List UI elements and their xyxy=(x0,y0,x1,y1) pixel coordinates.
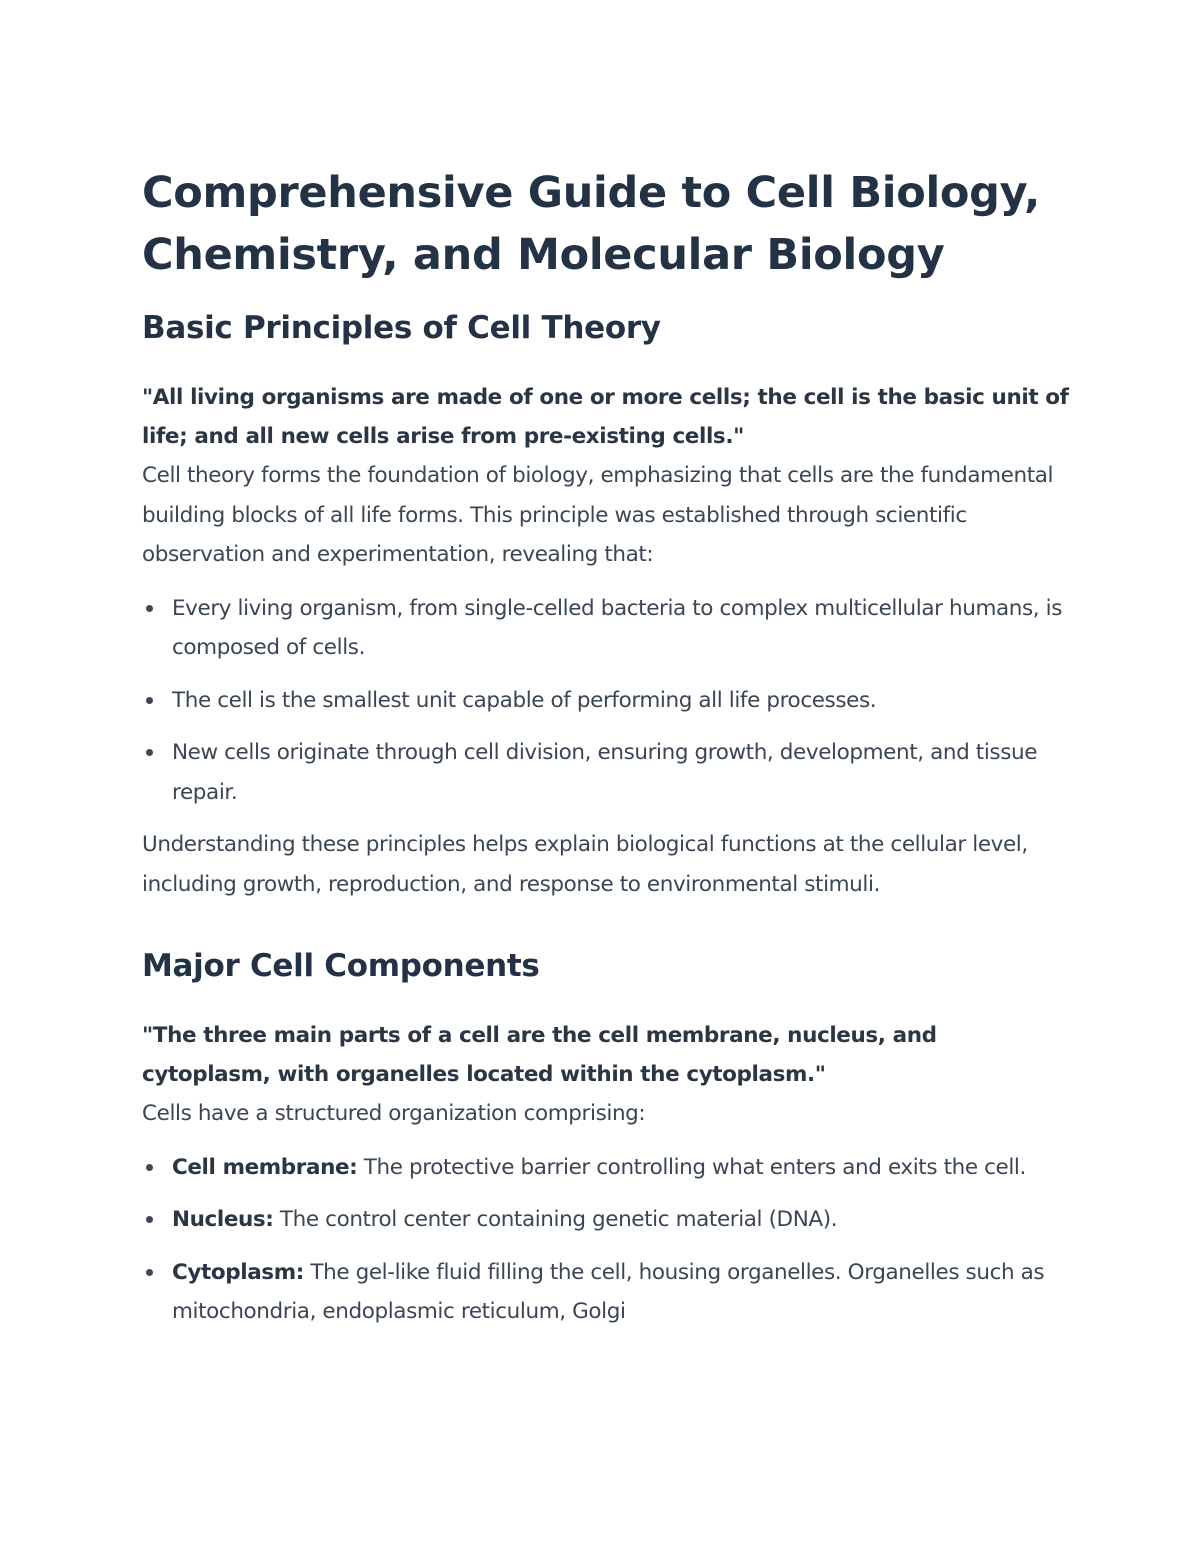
bullet-icon xyxy=(146,697,153,704)
section-heading: Major Cell Components xyxy=(142,948,540,984)
list-item xyxy=(142,1200,1072,1240)
document-title: Comprehensive Guide to Cell Biology, Chemistry, and Molecular Biology xyxy=(142,168,1041,280)
bullet-icon xyxy=(146,1269,153,1276)
section-quote: "All living organisms are made of one or more cells; the cell is the basic unit of life; and all new cells arise from pre-existing cells." xyxy=(142,385,1069,449)
section-heading: Basic Principles of Cell Theory xyxy=(142,310,661,346)
bullet-list xyxy=(142,589,1072,813)
list-item-text: The gel-like fluid filling the cell, housing organelles. Organelles such as mitochondria, endoplasmic reticulum, Golgi xyxy=(172,1259,1045,1324)
list-item xyxy=(142,733,1072,812)
bullet-icon xyxy=(146,1164,153,1171)
list-item-text: Every living organism, from single-celled bacteria to complex multicellular humans, is composed of cells. xyxy=(172,595,1063,660)
document-page xyxy=(142,162,1072,1345)
section-quote: "The three main parts of a cell are the cell membrane, nucleus, and cytoplasm, with organelles located within the cytoplasm." xyxy=(142,1023,937,1087)
list-item xyxy=(142,1148,1072,1188)
bullet-list xyxy=(142,1148,1072,1332)
list-item-text: The control center containing genetic material (DNA). xyxy=(273,1207,838,1232)
bullet-icon xyxy=(146,749,153,756)
section-cell-theory xyxy=(142,308,1072,904)
list-item-term: Cytoplasm: xyxy=(172,1259,304,1285)
bullet-icon xyxy=(146,605,153,612)
list-item-text: The protective barrier controlling what enters and exits the cell. xyxy=(357,1154,1026,1180)
list-item-term: Cell membrane: xyxy=(172,1154,358,1180)
list-item xyxy=(142,681,1072,721)
list-item-term: Nucleus: xyxy=(172,1207,274,1232)
section-intro: Cell theory forms the foundation of biology, emphasizing that cells are the fundamental building blocks of all life forms. This principle was established through scientific observation and experimentation, revealing that: xyxy=(142,463,1054,567)
section-cell-components xyxy=(142,946,1072,1332)
section-intro: Cells have a structured organization comprising: xyxy=(142,1101,646,1126)
bullet-icon xyxy=(146,1216,153,1223)
list-item-text: New cells originate through cell division, ensuring growth, development, and tissue repair. xyxy=(172,740,1038,805)
list-item-text: The cell is the smallest unit capable of performing all life processes. xyxy=(172,687,877,713)
list-item xyxy=(142,589,1072,668)
section-conclusion: Understanding these principles helps explain biological functions at the cellular level, including growth, reproduction, and response to environmental stimuli. xyxy=(142,832,1028,897)
list-item xyxy=(142,1253,1072,1332)
